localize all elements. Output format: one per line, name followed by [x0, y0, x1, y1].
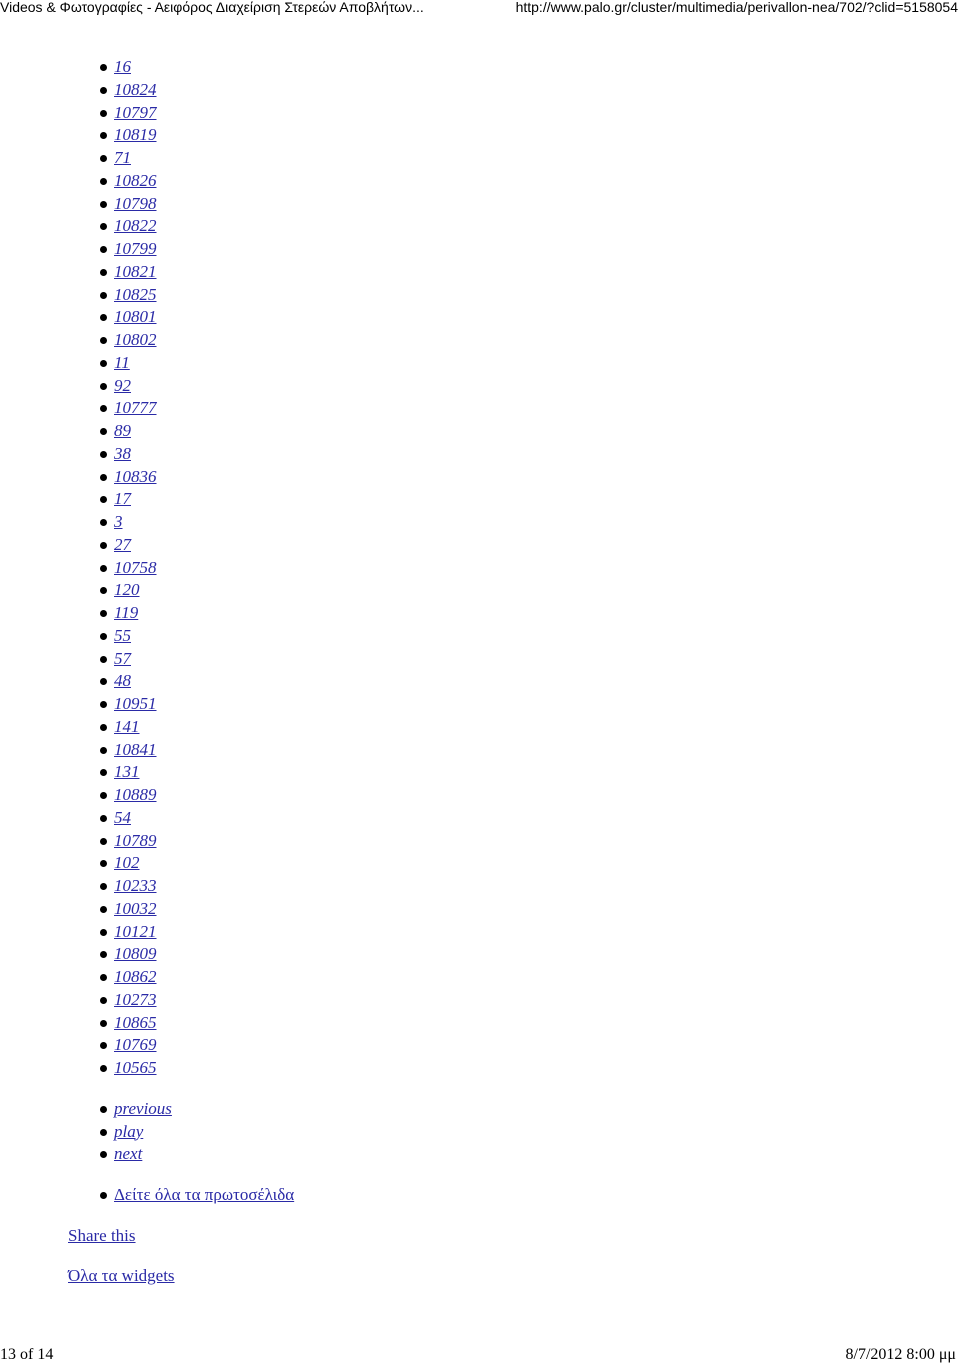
number-link[interactable]: 10802 [114, 330, 157, 349]
list-item [68, 943, 948, 966]
bullet-icon [100, 246, 107, 253]
bullet-icon [100, 64, 107, 71]
bullet-icon [100, 906, 107, 913]
number-link[interactable]: 27 [114, 534, 131, 554]
bullet-icon [100, 701, 107, 708]
bullet-icon [100, 337, 107, 344]
number-link[interactable]: 10801 [114, 307, 157, 327]
page-counter: 13 of 14 [0, 1346, 54, 1363]
bullet-icon [100, 1129, 107, 1136]
list-item [68, 306, 948, 329]
list-item [68, 648, 948, 671]
previous-link[interactable]: previous [114, 1098, 172, 1118]
number-link[interactable]: 10799 [114, 239, 157, 258]
bullet-icon [100, 542, 107, 549]
list-item [68, 693, 948, 716]
bullet-icon [100, 269, 107, 276]
list-item [68, 1184, 948, 1207]
list-item [68, 602, 948, 625]
bullet-icon [100, 565, 107, 572]
number-link[interactable]: 10769 [114, 1035, 157, 1055]
page-title: Videos & Φωτογραφίες - Αειφόρος Διαχείριση Στερεών Αποβλήτων... [0, 0, 424, 15]
number-link[interactable]: 10121 [114, 921, 157, 941]
widgets-section [68, 1265, 948, 1287]
bullet-icon [100, 496, 107, 503]
list-item [68, 1098, 948, 1121]
number-link[interactable]: 55 [114, 625, 131, 645]
frontpages-list [68, 1184, 948, 1207]
share-section [68, 1225, 948, 1247]
list-item [68, 625, 948, 648]
number-link[interactable]: 131 [114, 762, 140, 782]
number-link[interactable]: 10777 [114, 398, 157, 418]
bullet-icon [100, 1065, 107, 1072]
bullet-icon [100, 587, 107, 594]
list-item [68, 56, 948, 79]
bullet-icon [100, 383, 107, 390]
bullet-icon [100, 610, 107, 617]
list-item [68, 579, 948, 602]
list-item [68, 147, 948, 170]
number-link[interactable]: 119 [114, 603, 139, 622]
number-link[interactable]: 102 [114, 853, 140, 873]
list-item [68, 261, 948, 284]
bullet-icon [100, 678, 107, 685]
list-item [68, 534, 948, 557]
list-item [68, 966, 948, 989]
bullet-icon [100, 1151, 107, 1158]
list-item [68, 557, 948, 580]
number-link[interactable]: 10809 [114, 944, 157, 964]
list-item [68, 807, 948, 830]
bullet-icon [100, 838, 107, 845]
list-item [68, 739, 948, 762]
bullet-icon [100, 1106, 107, 1113]
number-link[interactable]: 92 [114, 375, 131, 395]
bullet-icon [100, 633, 107, 640]
bullet-icon [100, 997, 107, 1004]
bullet-icon [100, 451, 107, 458]
print-footer [0, 1344, 960, 1366]
number-link[interactable]: 10865 [114, 1012, 157, 1032]
bullet-icon [100, 1042, 107, 1049]
bullet-icon [100, 405, 107, 412]
number-link[interactable]: 10821 [114, 261, 157, 281]
number-link[interactable]: 10951 [114, 694, 157, 713]
number-link[interactable]: 10824 [114, 79, 157, 99]
number-link-list [68, 56, 948, 1080]
all-frontpages-link[interactable]: Δείτε όλα τα πρωτοσέλιδα [114, 1185, 295, 1204]
number-link[interactable]: 10032 [114, 898, 157, 918]
bullet-icon [100, 951, 107, 958]
bullet-icon [100, 155, 107, 162]
widget-content [68, 56, 948, 1287]
bullet-icon [100, 724, 107, 731]
number-link[interactable]: 57 [114, 648, 131, 668]
number-link[interactable]: 10862 [114, 967, 157, 986]
bullet-icon [100, 314, 107, 321]
list-item [68, 670, 948, 693]
bullet-icon [100, 1020, 107, 1027]
list-item [68, 170, 948, 193]
list-item [68, 193, 948, 216]
list-item [68, 375, 948, 398]
bullet-icon [100, 474, 107, 481]
share-this-link[interactable]: Share this [68, 1225, 136, 1245]
list-item [68, 124, 948, 147]
bullet-icon [100, 860, 107, 867]
number-link[interactable]: 71 [114, 148, 131, 167]
number-link[interactable]: 16 [114, 57, 131, 76]
list-item [68, 352, 948, 375]
list-item [68, 1121, 948, 1144]
number-link[interactable]: 141 [114, 716, 140, 736]
list-item [68, 329, 948, 352]
number-link[interactable]: 17 [114, 489, 131, 509]
number-link[interactable]: 10797 [114, 102, 157, 122]
list-item [68, 716, 948, 739]
list-item [68, 989, 948, 1012]
number-link[interactable]: 38 [114, 443, 131, 463]
number-link[interactable]: 120 [114, 580, 140, 600]
list-item [68, 830, 948, 853]
bullet-icon [100, 110, 107, 117]
bullet-icon [100, 656, 107, 663]
number-link[interactable]: 3 [114, 512, 123, 531]
number-link[interactable]: 48 [114, 671, 131, 691]
list-item [68, 511, 948, 534]
number-link[interactable]: 11 [114, 352, 130, 372]
number-link[interactable]: 10819 [114, 125, 157, 145]
list-item [68, 466, 948, 489]
print-header [0, 0, 960, 24]
bullet-icon [100, 792, 107, 799]
list-item [68, 921, 948, 944]
list-item [68, 215, 948, 238]
list-item [68, 488, 948, 511]
slideshow-controls [68, 1098, 948, 1166]
bullet-icon [100, 815, 107, 822]
all-widgets-link[interactable]: Όλα τα widgets [68, 1265, 175, 1285]
list-item [68, 852, 948, 875]
next-link[interactable]: next [114, 1144, 143, 1164]
bullet-icon [100, 201, 107, 208]
bullet-icon [100, 428, 107, 435]
print-datetime: 8/7/2012 8:00 μμ [845, 1346, 956, 1363]
list-item [68, 284, 948, 307]
number-link[interactable]: 10889 [114, 785, 157, 804]
number-link[interactable]: 10826 [114, 170, 157, 190]
page-url: http://www.palo.gr/cluster/multimedia/perivallon-nea/702/?clid=5158054 [515, 0, 958, 15]
list-item [68, 79, 948, 102]
list-item [68, 875, 948, 898]
number-link[interactable]: 10758 [114, 557, 157, 577]
list-item [68, 102, 948, 125]
number-link[interactable]: 10825 [114, 284, 157, 304]
list-item [68, 397, 948, 420]
number-link[interactable]: 10233 [114, 876, 157, 895]
number-link[interactable]: 54 [114, 807, 131, 827]
bullet-icon [100, 974, 107, 981]
number-link[interactable]: 10841 [114, 739, 157, 759]
bullet-icon [100, 929, 107, 936]
number-link[interactable]: 10798 [114, 193, 157, 213]
list-item [68, 1012, 948, 1035]
list-item [68, 784, 948, 807]
bullet-icon [100, 360, 107, 367]
number-link[interactable]: 10836 [114, 466, 157, 486]
list-item [68, 1143, 948, 1166]
number-link[interactable]: 10273 [114, 989, 157, 1009]
number-link[interactable]: 10565 [114, 1058, 157, 1077]
bullet-icon [100, 747, 107, 754]
bullet-icon [100, 883, 107, 890]
bullet-icon [100, 223, 107, 230]
bullet-icon [100, 1192, 107, 1199]
number-link[interactable]: 10822 [114, 216, 157, 236]
bullet-icon [100, 292, 107, 299]
list-item [68, 238, 948, 261]
bullet-icon [100, 132, 107, 139]
play-link[interactable]: play [114, 1121, 144, 1141]
number-link[interactable]: 89 [114, 421, 131, 440]
list-item [68, 898, 948, 921]
bullet-icon [100, 178, 107, 185]
bullet-icon [100, 87, 107, 94]
list-item [68, 443, 948, 466]
list-item [68, 761, 948, 784]
number-link[interactable]: 10789 [114, 830, 157, 850]
list-item [68, 420, 948, 443]
list-item [68, 1034, 948, 1057]
list-item [68, 1057, 948, 1080]
bullet-icon [100, 769, 107, 776]
bullet-icon [100, 519, 107, 526]
